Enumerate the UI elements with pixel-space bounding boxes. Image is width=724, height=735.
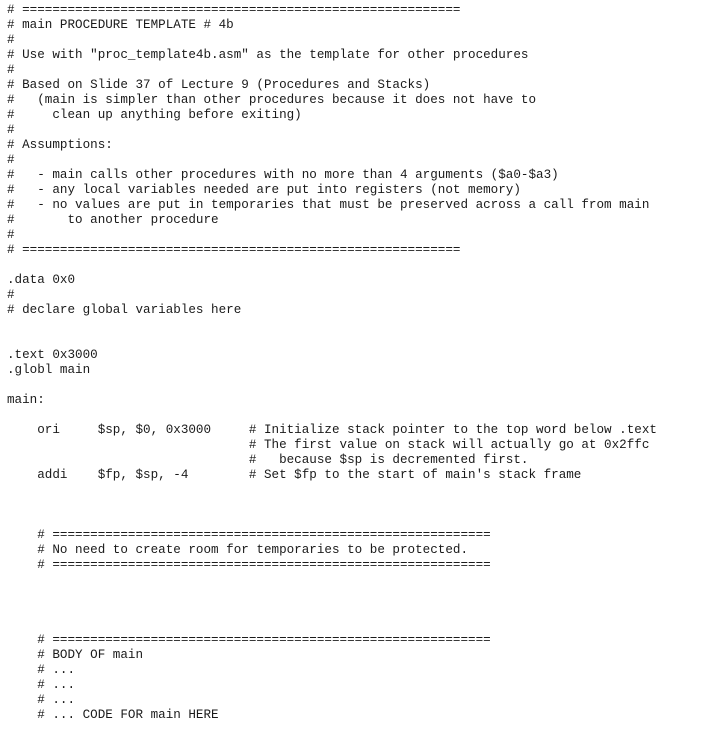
code-line: # ==========================================================	[7, 3, 461, 17]
code-line	[7, 333, 657, 348]
code-line: # ... CODE FOR main HERE	[7, 708, 219, 722]
code-line: main:	[7, 393, 45, 407]
code-line: # ==========================================================	[7, 528, 491, 542]
code-line: # BODY OF main	[7, 648, 144, 662]
code-listing	[7, 3, 657, 723]
code-line	[7, 258, 657, 273]
code-line: # clean up anything before exiting)	[7, 108, 302, 122]
code-line: # The first value on stack will actually go at 0x2ffc	[7, 438, 650, 452]
code-line: #	[7, 288, 15, 302]
code-line: # ...	[7, 678, 76, 692]
code-line	[7, 483, 657, 498]
code-line: # No need to create room for temporaries to be protected.	[7, 543, 469, 557]
code-line: #	[7, 153, 15, 167]
code-line: # - no values are put in temporaries that must be preserved across a call from main	[7, 198, 650, 212]
code-line: addi $fp, $sp, -4 # Set $fp to the start of main's stack frame	[7, 468, 582, 482]
code-line: # to another procedure	[7, 213, 219, 227]
code-line: # - any local variables needed are put into registers (not memory)	[7, 183, 521, 197]
code-line: # declare global variables here	[7, 303, 242, 317]
code-line: #	[7, 63, 15, 77]
code-line	[7, 618, 657, 633]
code-line: # ==========================================================	[7, 633, 491, 647]
code-line: #	[7, 123, 15, 137]
code-line: .globl main	[7, 363, 91, 377]
code-line: # (main is simpler than other procedures because it does not have to	[7, 93, 537, 107]
code-line: # - main calls other procedures with no more than 4 arguments ($a0-$a3)	[7, 168, 559, 182]
code-line	[7, 573, 657, 588]
code-line	[7, 318, 657, 333]
code-line: # ...	[7, 693, 76, 707]
code-line	[7, 498, 657, 513]
code-line: # Use with "proc_template4b.asm" as the template for other procedures	[7, 48, 529, 62]
code-line: # ==========================================================	[7, 558, 491, 572]
code-line	[7, 588, 657, 603]
code-line	[7, 513, 657, 528]
code-line: # ...	[7, 663, 76, 677]
code-line: # ==========================================================	[7, 243, 461, 257]
code-line: #	[7, 228, 15, 242]
code-line	[7, 408, 657, 423]
code-line: ori $sp, $0, 0x3000 # Initialize stack pointer to the top word below .text	[7, 423, 657, 437]
code-line: # Assumptions:	[7, 138, 113, 152]
code-line	[7, 603, 657, 618]
code-line: #	[7, 33, 15, 47]
code-line	[7, 378, 657, 393]
code-line: .data 0x0	[7, 273, 76, 287]
code-line: # main PROCEDURE TEMPLATE # 4b	[7, 18, 234, 32]
code-line: .text 0x3000	[7, 348, 98, 362]
code-line: # because $sp is decremented first.	[7, 453, 529, 467]
code-line: # Based on Slide 37 of Lecture 9 (Procedures and Stacks)	[7, 78, 431, 92]
